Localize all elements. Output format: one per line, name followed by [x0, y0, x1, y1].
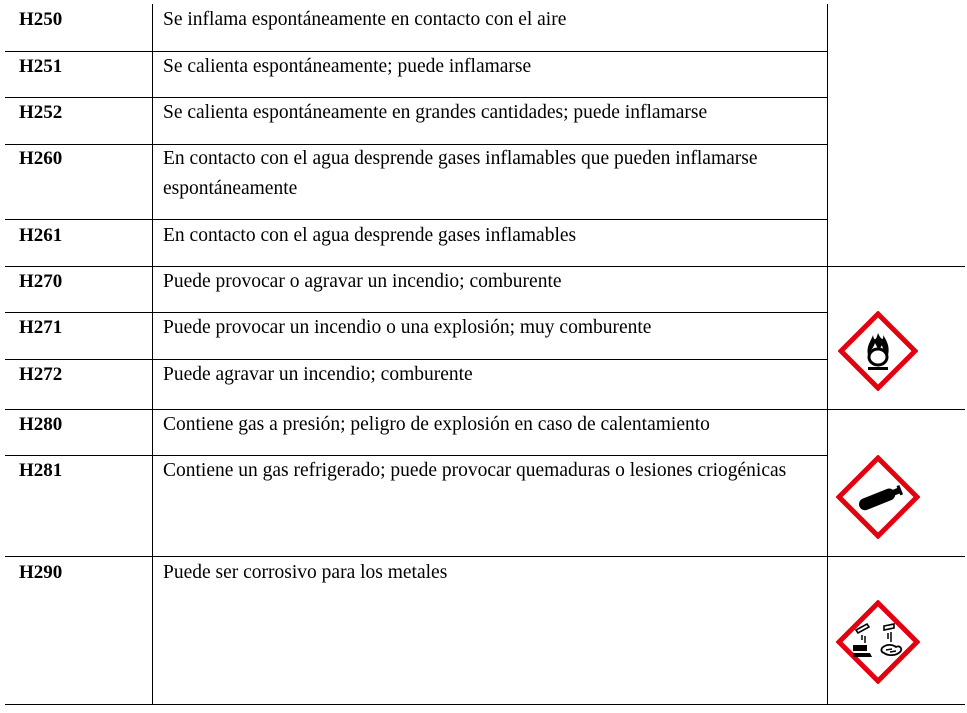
hazard-code: H270 [19, 271, 63, 292]
hazard-description: En contacto con el agua desprende gases inflamables [163, 225, 577, 246]
hazard-code: H261 [19, 225, 63, 246]
hazard-description: Puede provocar o agravar un incendio; comburente [163, 271, 562, 292]
hazard-description: Se calienta espontáneamente en grandes cantidades; puede inflamarse [163, 102, 708, 123]
hazard-description: En contacto con el agua desprende gases inflamables que pueden inflamarse espontáneamente [163, 148, 758, 199]
hazard-code: H280 [19, 414, 63, 435]
hazard-description: Contiene gas a presión; peligro de explosión en caso de calentamiento [163, 414, 710, 435]
hazard-description: Puede ser corrosivo para los metales [163, 562, 448, 583]
hazard-code: H271 [19, 317, 63, 338]
oxidizing-flame-over-circle-icon [838, 311, 918, 396]
hazard-code: H272 [19, 364, 63, 385]
hazard-code: H250 [19, 9, 63, 30]
hazard-code: H260 [19, 148, 63, 169]
gas-cylinder-icon [836, 455, 920, 544]
hazard-description: Puede agravar un incendio; comburente [163, 364, 473, 385]
hazard-description: Se calienta espontáneamente; puede inflamarse [163, 56, 532, 77]
hazard-code: H251 [19, 56, 63, 77]
hazard-description: Contiene un gas refrigerado; puede provocar quemaduras o lesiones criogénicas [163, 460, 787, 481]
hazard-code: H281 [19, 460, 63, 481]
hazard-code: H290 [19, 562, 63, 583]
hazard-description: Se inflama espontáneamente en contacto con el aire [163, 9, 567, 30]
hazard-description: Puede provocar un incendio o una explosión; muy comburente [163, 317, 652, 338]
hazard-code: H252 [19, 102, 63, 123]
corrosion-icon [836, 600, 920, 689]
hazard-statements-table [5, 4, 965, 706]
